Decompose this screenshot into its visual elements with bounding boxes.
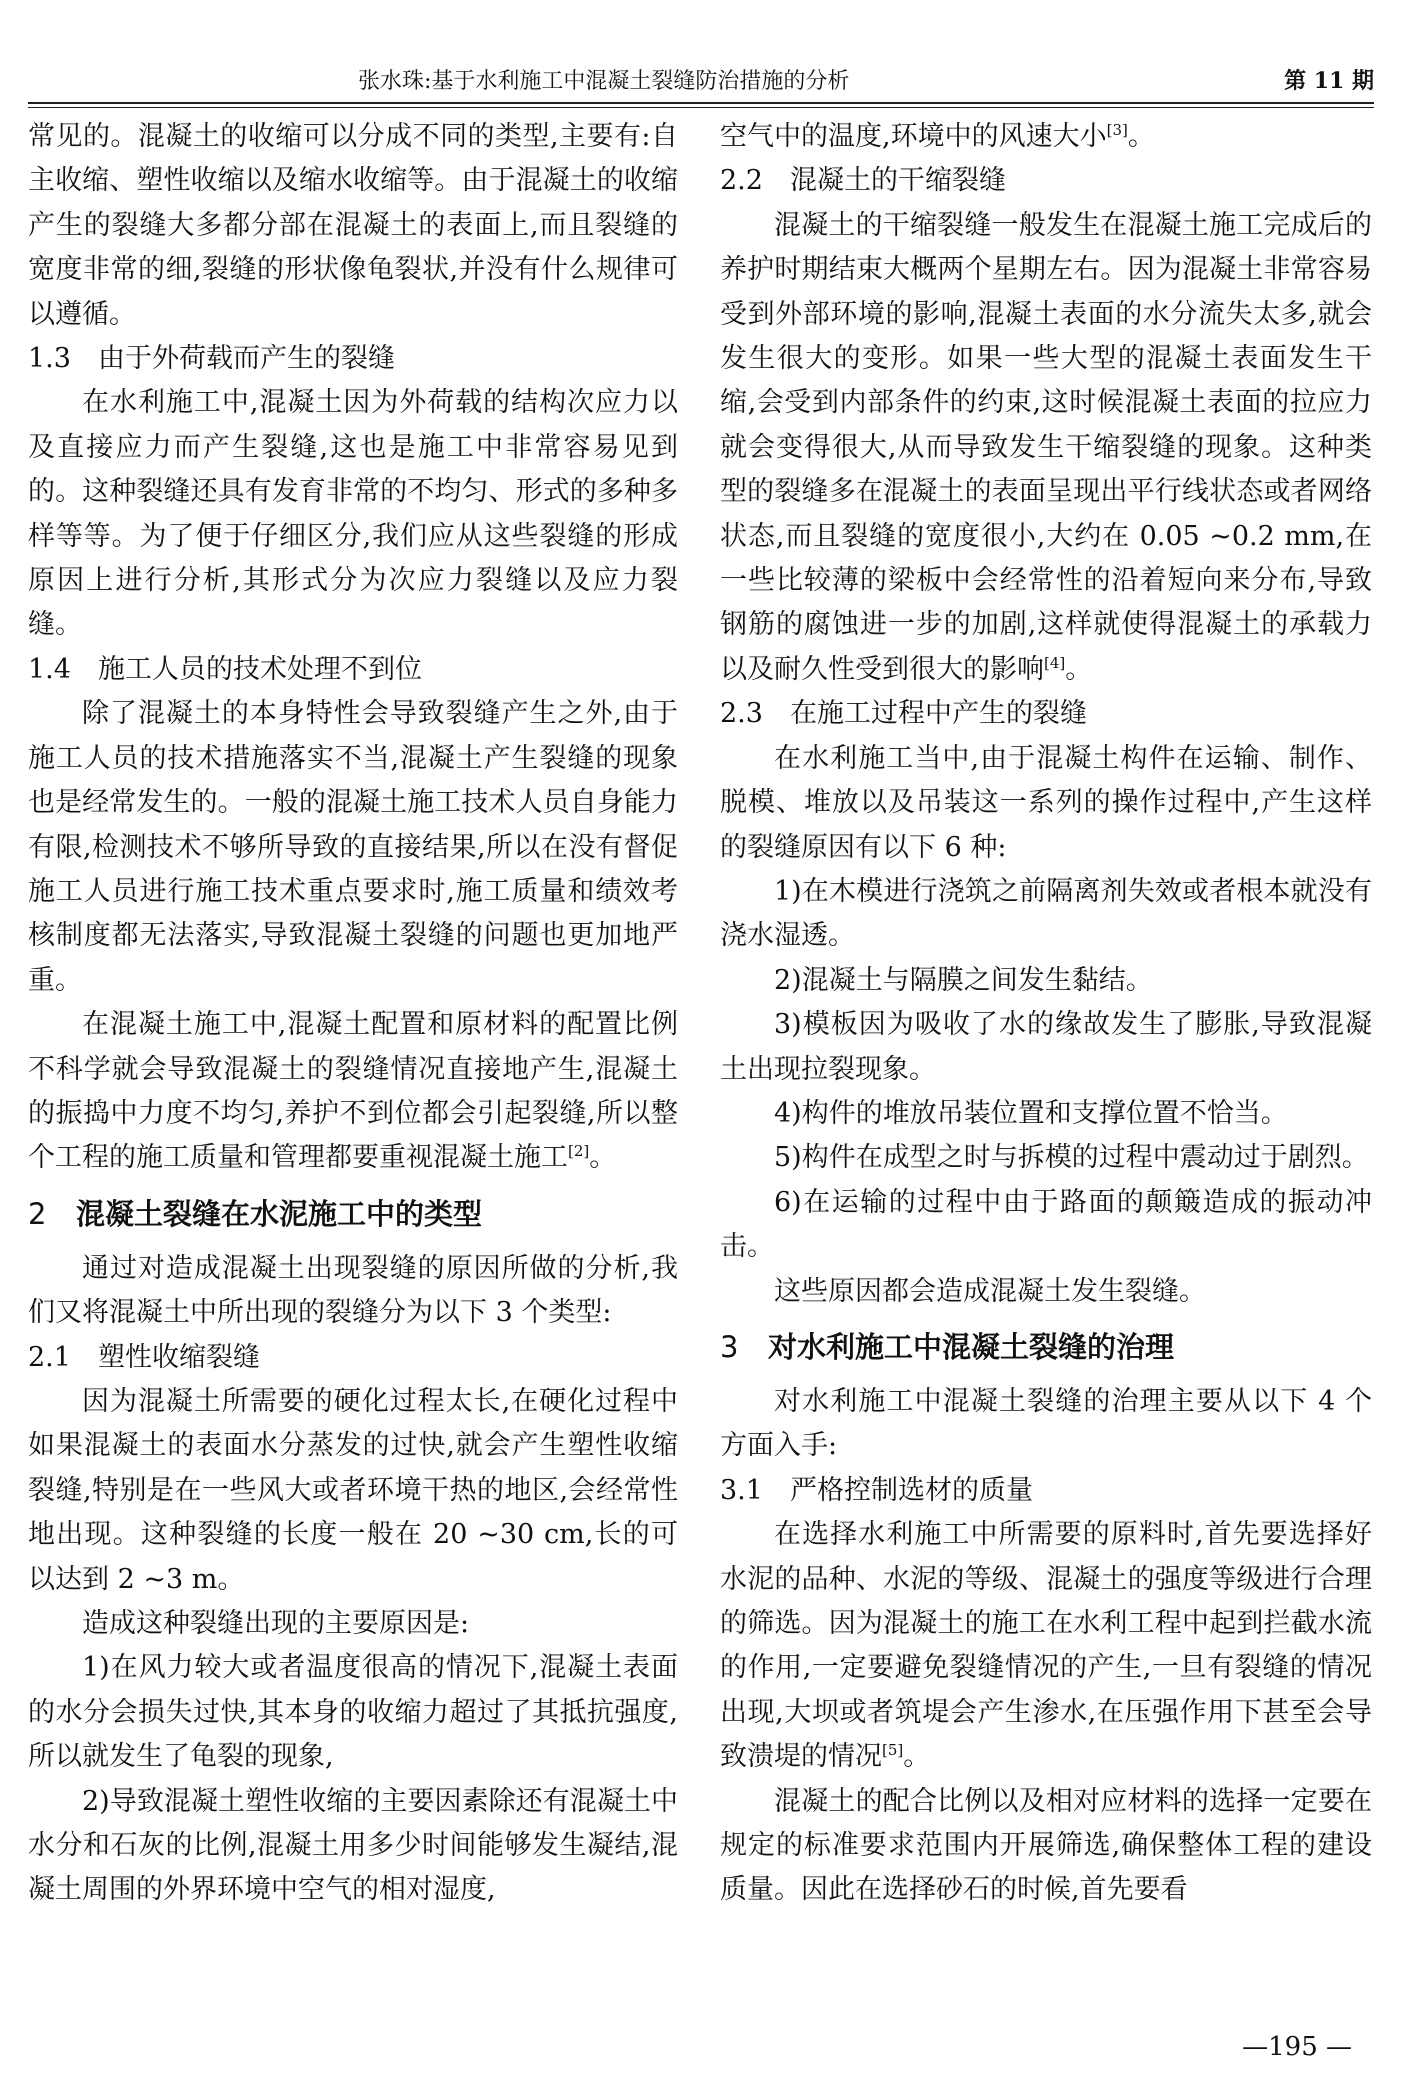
running-header [28, 62, 1374, 104]
header-rule [28, 107, 1374, 108]
paragraph: 通过对造成混凝土出现裂缝的原因所做的分析,我们又将混凝土中所出现的裂缝分为以下 3 个类型: [28, 1252, 678, 1329]
paragraph: 混凝土的干缩裂缝一般发生在混凝土施工完成后的养护时期结束大概两个星期左右。因为混凝土非常容易受到外部环境的影响,混凝土表面的水分流失太多,就会发生很大的变形。如果一些大型的混凝土表面发生干缩,会受到内部条件的约束,这时候混凝土表面的拉应力就会变得很大,从而导致发生干缩裂缝的现象。这种类型的裂缝多在混凝土的表面呈现出平行线状态或者网络状态,而且裂缝的宽度很小,大约在 0.05 ~0.2 mm,在一些比较薄的梁板中会经常性的沿着短向来分布,导致钢筋的腐蚀进一步的加剧,这样就使得混凝土的承载力以及耐久性受到很大的影响[4]。 [720, 209, 1372, 685]
section-heading-1-3: 1.3 由于外荷载而产生的裂缝 [28, 343, 395, 375]
paragraph: 在混凝土施工中,混凝土配置和原材料的配置比例不科学就会导致混凝土的裂缝情况直接地产生,混凝土的振捣中力度不均匀,养护不到位都会引起裂缝,所以整个工程的施工质量和管理都要重视混凝土施工[2]。 [28, 1009, 678, 1174]
paragraph: 常见的。混凝土的收缩可以分成不同的类型,主要有:自主收缩、塑性收缩以及缩水收缩等。由于混凝土的收缩产生的裂缝大多都分部在混凝土的表面上,而且裂缝的宽度非常的细,裂缝的形状像龟裂状,并没有什么规律可以遵循。 [28, 121, 678, 330]
header-issue: 第 11 期 [1284, 68, 1374, 94]
paragraph: 对水利施工中混凝土裂缝的治理主要从以下 4 个方面入手: [720, 1385, 1372, 1462]
section-heading-2-1: 2.1 塑性收缩裂缝 [28, 1341, 260, 1373]
section-heading-3: 3 对水利施工中混凝土裂缝的治理 [720, 1329, 1175, 1364]
list-item: 6)在运输的过程中由于路面的颠簸造成的振动冲击。 [720, 1186, 1372, 1263]
list-item: 1)在木模进行浇筑之前隔离剂失效或者根本就没有浇水湿透。 [720, 875, 1372, 952]
section-heading-3-1: 3.1 严格控制选材的质量 [720, 1474, 1033, 1506]
section-heading-2-3: 2.3 在施工过程中产生的裂缝 [720, 698, 1087, 730]
right-column [720, 115, 1372, 1913]
paragraph: 混凝土的配合比例以及相对应材料的选择一定要在规定的标准要求范围内开展筛选,确保整体工程的建设质量。因此在选择砂石的时候,首先要看 [720, 1785, 1372, 1906]
paragraph: 除了混凝土的本身特性会导致裂缝产生之外,由于施工人员的技术措施落实不当,混凝土产生裂缝的现象也是经常发生的。一般的混凝土施工技术人员自身能力有限,检测技术不够所导致的直接结果,所以在没有督促施工人员进行施工技术重点要求时,施工质量和绩效考核制度都无法落实,导致混凝土裂缝的问题也更加地严重。 [28, 698, 678, 996]
left-column [28, 115, 678, 1913]
page-number: —195 — [1242, 2032, 1352, 2062]
paragraph: 在水利施工中,混凝土因为外荷载的结构次应力以及直接应力而产生裂缝,这也是施工中非常容易见到的。这种裂缝还具有发育非常的不均匀、形式的多种多样等等。为了便于仔细区分,我们应从这些裂缝的形成原因上进行分析,其形式分为次应力裂缝以及应力裂缝。 [28, 387, 678, 641]
list-item: 5)构件在成型之时与拆模的过程中震动过于剧烈。 [774, 1142, 1369, 1174]
paragraph: 这些原因都会造成混凝土发生裂缝。 [774, 1275, 1206, 1307]
paragraph: 造成这种裂缝出现的主要原因是: [82, 1608, 470, 1639]
paragraph: 空气中的温度,环境中的风速大小[3]。 [720, 121, 1155, 152]
list-item: 3)模板因为吸收了水的缘故发生了膨胀,导致混凝土出现拉裂现象。 [720, 1009, 1372, 1085]
section-heading-1-4: 1.4 施工人员的技术处理不到位 [28, 653, 422, 685]
section-heading-2: 2 混凝土裂缝在水泥施工中的类型 [28, 1196, 483, 1231]
paragraph: 在水利施工当中,由于混凝土构件在运输、制作、脱模、堆放以及吊装这一系列的操作过程中,产生这样的裂缝原因有以下 6 种: [720, 742, 1372, 863]
citation: [4] [1044, 653, 1066, 672]
paragraph: 因为混凝土所需要的硬化过程太长,在硬化过程中如果混凝土的表面水分蒸发的过快,就会产生塑性收缩裂缝,特别是在一些风大或者环境干热的地区,会经常性地出现。这种裂缝的长度一般在 20 ~30 cm,长的可以达到 2 ~3 m。 [28, 1385, 678, 1595]
list-item: 2)混凝土与隔膜之间发生黏结。 [774, 964, 1153, 996]
list-item: 2)导致混凝土塑性收缩的主要因素除还有混凝土中水分和石灰的比例,混凝土用多少时间能够发生凝结,混凝土周围的外界环境中空气的相对湿度, [28, 1785, 678, 1906]
citation: [2] [568, 1142, 590, 1161]
citation: [3] [1106, 121, 1128, 139]
citation: [5] [882, 1741, 904, 1760]
paragraph: 在选择水利施工中所需要的原料时,首先要选择好水泥的品种、水泥的等级、混凝土的强度等级进行合理的筛选。因为混凝土的施工在水利工程中起到拦截水流的作用,一定要避免裂缝情况的产生,一旦有裂缝的情况出现,大坝或者筑堤会产生渗水,在压强作用下甚至会导致溃堤的情况[5]。 [720, 1519, 1372, 1773]
list-item: 4)构件的堆放吊装位置和支撑位置不恰当。 [774, 1097, 1288, 1129]
header-title: 张水珠:基于水利施工中混凝土裂缝防治措施的分析 [358, 69, 850, 94]
section-heading-2-2: 2.2 混凝土的干缩裂缝 [720, 165, 1006, 197]
list-item: 1)在风力较大或者温度很高的情况下,混凝土表面的水分会损失过快,其本身的收缩力超过了其抵抗强度,所以就发生了龟裂的现象, [28, 1652, 678, 1773]
